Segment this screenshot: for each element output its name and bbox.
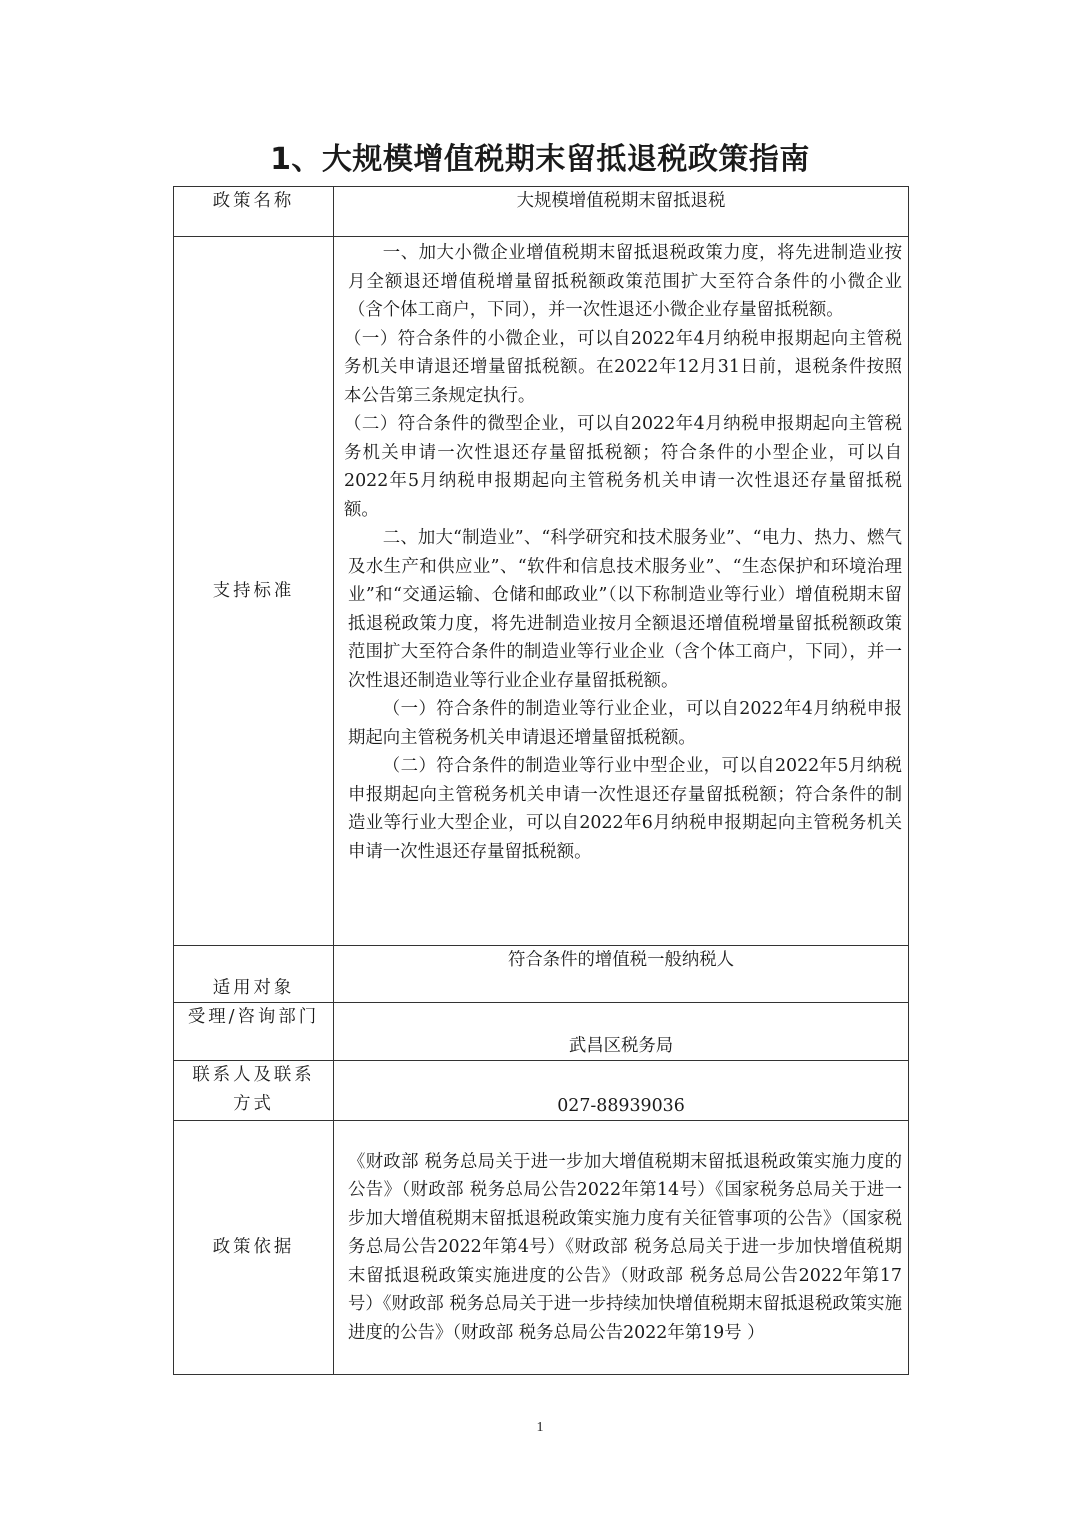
support-paragraph: （二）符合条件的微型企业，可以自2022年4月纳税申报期起向主管税务机关申请一次性退还存量留抵税额；符合条件的小型企业，可以自2022年5月纳税申报期起向主管税务机关申请一次性退还存量留抵税额。 <box>344 414 902 520</box>
row-support-standard <box>174 237 909 946</box>
row-contact <box>174 1061 909 1121</box>
basis-text: 《财政部 税务总局关于进一步加大增值税期末留抵退税政策实施力度的公告》（财政部 税务总局公告2022年第14号）《国家税务总局关于进一步加大增值税期末留抵退税政策实施力度有关征管事项的公告》（国家税务总局公告2022年第4号）《财政部 税务总局关于进一步加快增值税期末留抵退税政策实施进度的公告》（财政部 税务总局公告2022年第17号）《财政部 税务总局关于进一步持续加快增值税期末留抵退税政策实施进度的公告》（财政部 税务总局公告2022年第19号 ） <box>348 1151 903 1343</box>
policy-name-value: 大规模增值税期末留抵退税 <box>334 187 909 237</box>
page-number: 1 <box>536 1420 544 1435</box>
policy-name-label: 政策名称 <box>174 187 334 237</box>
row-basis <box>174 1121 909 1375</box>
row-policy-name <box>174 187 909 237</box>
basis-value <box>334 1121 909 1375</box>
basis-label: 政策依据 <box>174 1121 334 1375</box>
page-title: 1、大规模增值税期末留抵退税政策指南 <box>270 142 810 177</box>
support-paragraph: 一、加大小微企业增值税期末留抵退税政策力度，将先进制造业按月全额退还增值税增量留抵税额政策范围扩大至符合条件的小微企业（含个体工商户，下同），并一次性退还小微企业存量留抵税额。 <box>348 243 902 320</box>
support-label: 支持标准 <box>174 237 334 946</box>
row-dept <box>174 1003 909 1061</box>
support-paragraph: （二）符合条件的制造业等行业中型企业，可以自2022年5月纳税申报期起向主管税务机关申请一次性退还存量留抵税额；符合条件的制造业等行业大型企业，可以自2022年6月纳税申报期起向主管税务机关申请一次性退还存量留抵税额。 <box>348 756 902 862</box>
support-paragraph: （一）符合条件的制造业等行业企业，可以自2022年4月纳税申报期起向主管税务机关申请退还增量留抵税额。 <box>348 699 902 748</box>
contact-label: 联系人及联系 方式 <box>174 1061 334 1121</box>
contact-value: 027-88939036 <box>334 1061 909 1121</box>
support-paragraph: 二、加大“制造业”、“科学研究和技术服务业”、“电力、热力、燃气及水生产和供应业”、“软件和信息技术服务业”、“生态保护和环境治理业”和“交通运输、仓储和邮政业”（以下称制造业等行业）增值税期末留抵退税政策力度，将先进制造业按月全额退还增值税增量留抵税额政策范围扩大至符合条件的制造业等行业企业（含个体工商户，下同），并一次性退还制造业等行业企业存量留抵税额。 <box>348 528 902 691</box>
dept-label: 受理/咨询部门 <box>174 1003 334 1061</box>
row-target <box>174 946 909 1003</box>
policy-table <box>173 186 909 1375</box>
support-value <box>334 237 909 946</box>
support-paragraph: （一）符合条件的小微企业，可以自2022年4月纳税申报期起向主管税务机关申请退还增量留抵税额。在2022年12月31日前，退税条件按照本公告第三条规定执行。 <box>344 328 902 406</box>
target-value: 符合条件的增值税一般纳税人 <box>334 946 909 1003</box>
target-label: 适用对象 <box>174 946 334 1003</box>
dept-value: 武昌区税务局 <box>334 1003 909 1061</box>
